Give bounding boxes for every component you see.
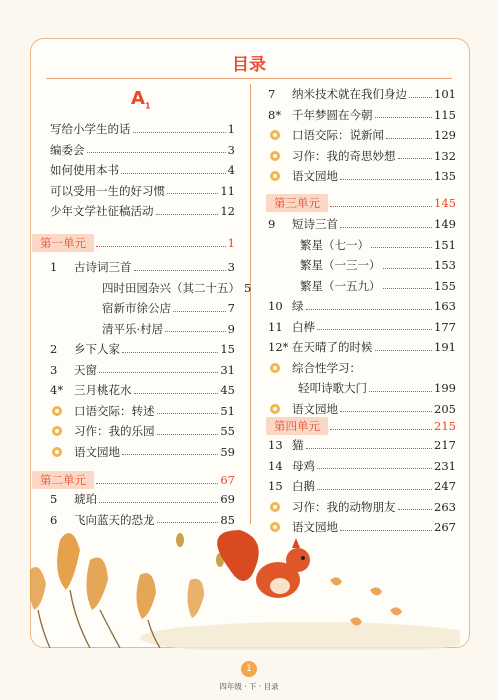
dot-leader — [133, 132, 226, 133]
unit-label: 第一单元 — [32, 234, 94, 252]
dot-leader — [157, 413, 219, 414]
bullet-icon — [52, 406, 62, 416]
unit-header — [32, 470, 235, 490]
entry-title: 如何使用本书 — [50, 163, 119, 177]
dot-leader — [317, 329, 432, 330]
entry-page: 59 — [220, 444, 235, 459]
entry-number: 12* — [268, 340, 289, 354]
dot-leader — [167, 193, 218, 194]
dot-leader — [134, 270, 226, 271]
toc-entry — [50, 339, 235, 359]
entry-page: 163 — [434, 299, 456, 313]
dot-leader — [156, 214, 219, 215]
bullet-icon — [270, 404, 280, 414]
toc-entry — [50, 360, 235, 380]
entry-title: 在天晴了的时候 — [292, 340, 373, 354]
dot-leader — [306, 448, 433, 449]
toc-entry — [268, 317, 456, 337]
unit-header — [266, 416, 456, 436]
entry-title: 语文园地 — [74, 444, 120, 459]
entry-number: 10 — [268, 299, 283, 313]
entry-title: 千年梦圆在今朝 — [292, 107, 373, 122]
entry-title: 白鹅 — [292, 479, 315, 493]
toc-entry — [268, 476, 456, 496]
toc-entry — [26, 119, 235, 139]
entry-page: 11 — [220, 183, 235, 198]
entry-title: 编委会 — [50, 142, 85, 157]
entry-number: 4* — [50, 383, 64, 397]
entry-title: 口语交际：转述 — [74, 403, 155, 418]
entry-title: 三月桃花水 — [74, 383, 132, 397]
entry-page: 1 — [227, 122, 235, 136]
dot-leader — [375, 117, 433, 118]
entry-page: 132 — [434, 148, 456, 163]
entry-page: 151 — [434, 237, 456, 252]
dot-leader — [375, 350, 433, 351]
entry-page: 205 — [434, 401, 456, 416]
entry-title: 宿新市徐公店 — [102, 301, 171, 315]
dot-leader — [340, 227, 432, 228]
toc-entry — [268, 125, 456, 145]
dot-leader — [369, 391, 432, 392]
section-mark-sub: 1 — [144, 101, 151, 111]
entry-title: 习作：我的乐园 — [74, 424, 155, 438]
entry-page: 217 — [434, 438, 456, 452]
bullet-icon — [270, 363, 280, 373]
toc-entry — [268, 497, 456, 517]
entry-page: 129 — [434, 128, 456, 142]
entry-title: 古诗词三首 — [74, 260, 132, 274]
entry-page: 267 — [434, 520, 456, 534]
entry-page: 51 — [220, 403, 235, 418]
entry-title: 猫 — [292, 438, 304, 452]
entry-page: 247 — [434, 479, 456, 493]
entry-title: 语文园地 — [292, 520, 338, 534]
toc-entry — [50, 257, 235, 277]
toc-entry — [26, 201, 235, 221]
dot-leader — [398, 158, 433, 159]
entry-page: 45 — [220, 383, 235, 397]
dot-leader — [122, 352, 218, 353]
entry-number: 6 — [50, 512, 58, 527]
dot-leader — [99, 502, 218, 503]
entry-title: 习作：我的奇思妙想 — [292, 148, 396, 163]
entry-title: 写给小学生的话 — [50, 122, 131, 136]
entry-page: 3 — [227, 260, 235, 274]
entry-page: 5 — [244, 280, 252, 295]
toc-entry — [26, 160, 235, 180]
bullet-icon — [270, 171, 280, 181]
entry-title: 语文园地 — [292, 169, 338, 183]
toc-entry — [268, 276, 456, 296]
toc-entry — [50, 489, 235, 509]
dot-leader — [383, 288, 433, 289]
entry-page: 4 — [227, 163, 235, 177]
dot-leader — [134, 393, 219, 394]
entry-number: 5 — [50, 492, 58, 506]
entry-page: 135 — [434, 169, 456, 183]
entry-page: 149 — [434, 217, 456, 231]
dot-leader — [173, 311, 226, 312]
dot-leader — [398, 509, 433, 510]
unit-label: 第三单元 — [266, 194, 328, 212]
entry-title: 纳米技术就在我们身边 — [292, 87, 407, 101]
dot-leader — [317, 489, 432, 490]
entry-number: 11 — [268, 319, 283, 334]
toc-entry — [268, 214, 456, 234]
toc-entry — [50, 442, 235, 462]
toc-entry — [268, 296, 456, 316]
entry-number: 9 — [268, 217, 276, 231]
entry-page: 15 — [220, 342, 235, 356]
entry-title: 飞向蓝天的恐龙 — [74, 512, 155, 527]
entry-page: 263 — [434, 499, 456, 514]
unit-page: 215 — [434, 419, 456, 433]
bullet-icon — [52, 447, 62, 457]
entry-title: 母鸡 — [292, 458, 315, 473]
dot-leader — [317, 468, 432, 469]
toc-entry — [268, 166, 456, 186]
dot-leader — [96, 246, 226, 247]
page-number: 1 — [241, 661, 257, 677]
dot-leader — [340, 411, 432, 412]
unit-page: 145 — [434, 196, 456, 210]
toc-entry — [26, 140, 235, 160]
dot-leader — [383, 268, 433, 269]
entry-title: 白桦 — [292, 319, 315, 334]
entry-page: 153 — [434, 258, 456, 272]
entry-title: 短诗三首 — [292, 217, 338, 231]
entry-number: 1 — [50, 260, 58, 274]
entry-number: 7 — [268, 87, 276, 101]
entry-page: 101 — [434, 87, 456, 101]
toc-entry — [268, 255, 456, 275]
entry-title: 习作：我的动物朋友 — [292, 499, 396, 514]
toc-entry — [50, 298, 235, 318]
dot-leader — [386, 138, 432, 139]
entry-title: 乡下人家 — [74, 342, 120, 356]
entry-title: 口语交际：说新闻 — [292, 128, 384, 142]
entry-title: 语文园地 — [292, 401, 338, 416]
entry-number: 2 — [50, 342, 58, 356]
entry-number: 3 — [50, 362, 58, 377]
section-mark-letter: A — [131, 88, 145, 109]
dot-leader — [306, 309, 433, 310]
entry-number: 8* — [268, 107, 282, 122]
toc-entry — [268, 84, 456, 104]
section-mark — [131, 88, 151, 111]
dot-leader — [96, 483, 218, 484]
entry-page: 231 — [434, 458, 456, 473]
bullet-icon — [270, 151, 280, 161]
page-title: 目录 — [232, 55, 266, 75]
toc-entry — [268, 435, 456, 455]
entry-title: 繁星（一五九） — [300, 278, 381, 293]
toc-entry — [50, 278, 252, 298]
toc-entry — [50, 421, 235, 441]
bullet-icon — [270, 502, 280, 512]
toc-entry — [268, 456, 456, 476]
toc-entry — [50, 380, 235, 400]
toc-entry — [268, 358, 456, 378]
entry-page: 55 — [220, 424, 235, 438]
entry-page: 12 — [220, 204, 235, 218]
dot-leader — [122, 454, 218, 455]
toc-entry — [268, 105, 456, 125]
dot-leader — [371, 247, 432, 248]
dot-leader — [165, 331, 226, 332]
dot-leader — [330, 429, 432, 430]
entry-page: 115 — [434, 107, 456, 122]
unit-label: 第二单元 — [32, 471, 94, 489]
dot-leader — [409, 97, 432, 98]
unit-header — [32, 233, 235, 253]
entry-title: 轻叩诗歌大门 — [298, 381, 367, 395]
unit-page: 67 — [220, 473, 235, 487]
dot-leader — [87, 152, 226, 153]
toc-entry — [268, 235, 456, 255]
entry-title: 四时田园杂兴（其二十五） — [102, 280, 240, 295]
dot-leader — [340, 179, 432, 180]
entry-page: 7 — [227, 301, 235, 315]
dot-leader — [99, 372, 218, 373]
entry-title: 可以受用一生的好习惯 — [50, 183, 165, 198]
entry-title: 繁星（一三一） — [300, 258, 381, 272]
entry-page: 9 — [227, 321, 235, 336]
entry-page: 177 — [434, 319, 456, 334]
entry-page: 155 — [434, 278, 456, 293]
entry-title: 清平乐·村居 — [102, 321, 164, 336]
bullet-icon — [52, 426, 62, 436]
unit-header — [266, 193, 456, 213]
entry-page: 69 — [220, 492, 235, 506]
toc-entry — [50, 401, 235, 421]
entry-title: 综合性学习： — [292, 360, 361, 375]
column-divider — [250, 84, 251, 524]
entry-page: 191 — [434, 340, 456, 354]
entry-page: 85 — [220, 512, 235, 527]
entry-title: 绿 — [292, 299, 304, 313]
dot-leader — [330, 206, 432, 207]
entry-title: 琥珀 — [74, 492, 97, 506]
entry-title: 天窗 — [74, 362, 97, 377]
unit-page: 1 — [227, 236, 235, 250]
entry-number: 13 — [268, 438, 283, 452]
entry-page: 31 — [220, 362, 235, 377]
entry-page: 3 — [227, 142, 235, 157]
dot-leader — [121, 173, 226, 174]
entry-title: 少年文学社征稿活动 — [50, 204, 154, 218]
squirrel-autumn-illustration — [30, 520, 460, 650]
dot-leader — [157, 434, 219, 435]
toc-entry — [268, 146, 456, 166]
bullet-icon — [270, 130, 280, 140]
toc-entry — [268, 337, 456, 357]
entry-page: 199 — [434, 381, 456, 395]
entry-number: 14 — [268, 458, 283, 473]
toc-entry — [26, 181, 235, 201]
title-divider — [46, 78, 452, 79]
unit-label: 第四单元 — [266, 417, 328, 435]
toc-entry — [268, 378, 456, 398]
entry-number: 15 — [268, 479, 283, 493]
footer-caption: 四年级 · 下 · 目录 — [219, 682, 279, 691]
toc-entry — [50, 319, 235, 339]
entry-title: 繁星（七一） — [300, 237, 369, 252]
